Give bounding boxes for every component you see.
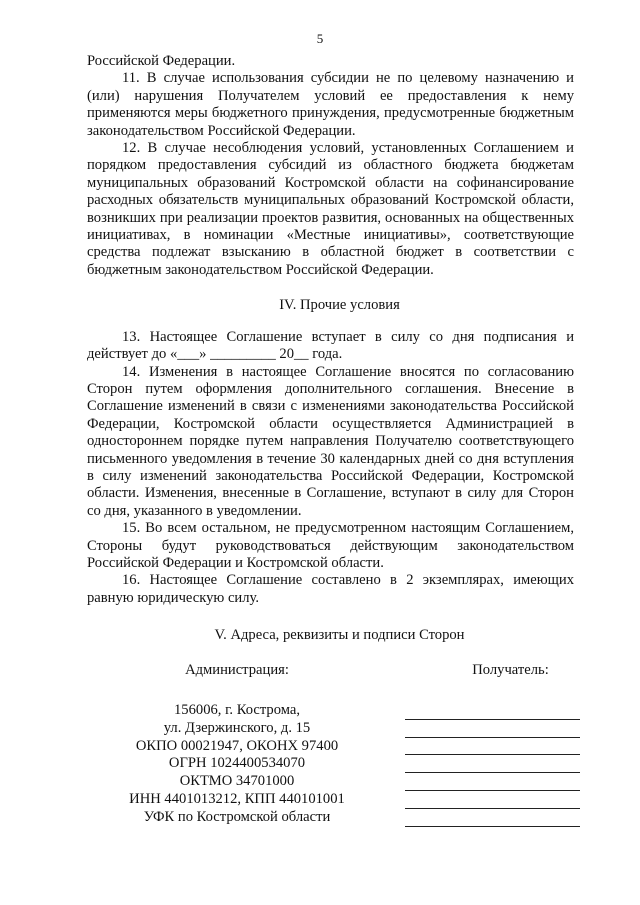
page-number: 5 (316, 31, 324, 46)
paragraph: 16. Настоящее Соглашение составлено в 2 экземплярах, имеющих равную юридическую силу. (87, 572, 574, 606)
document-body (87, 53, 574, 842)
administration-details (87, 702, 387, 827)
paragraphs-section-4 (87, 329, 574, 608)
recipient-blank-line (405, 738, 580, 756)
administration-detail-line: ОКПО 00021947, ОКОНХ 97400 (135, 737, 339, 754)
administration-detail-line: ИНН 4401013212, КПП 440101001 (129, 790, 345, 807)
administration-detail-line: ул. Дзержинского, д. 15 (163, 719, 311, 736)
section-4-title: IV. Прочие условия (279, 297, 400, 314)
recipient-blank-line (405, 773, 580, 791)
recipient-blank-line (405, 809, 580, 827)
administration-detail-line: 156006, г. Кострома, (174, 702, 300, 718)
recipient-column (447, 662, 574, 827)
paragraph: 12. В случае несоблюдения условий, установленных Соглашением и порядком предоставления субсидий из областного бюджета бюджетам муниципальных образований Костромской области на софинансирование расходных обязательств муниципальных образований Костромской области, возникших при реализации проектов развития, основанных на общественных инициативах, в номинации «Местные инициативы», соответствующие средства подлежат взысканию в областной бюджет в соответствии с бюджетным законодательством Российской Федерации. (87, 140, 574, 278)
administration-column (87, 662, 387, 827)
paragraph: 14. Изменения в настоящее Соглашение вносятся по согласованию Сторон путем оформления дополнительного соглашения. Внесение в Соглашение изменений в связи с изменениями законодательства Российской Федерации, Костромской области осуществляется Администрацией в одностороннем порядке путем направления Получателю соответствующего письменного уведомления в течение 30 календарных дней со дня вступления в силу изменений законодательства Российской Федерации, Костромской области. Изменения, внесенные в Соглашение, вступают в силу для Сторон со дня, указанного в уведомлении. (87, 363, 574, 519)
administration-detail-line: ОКТМО 34701000 (179, 773, 295, 790)
recipient-blank-lines (447, 702, 574, 827)
recipient-heading: Получатель: (472, 661, 549, 678)
recipient-blank-line (405, 720, 580, 738)
paragraph: 11. В случае использования субсидии не по целевому назначению и (или) нарушения Получателем условий ее предоставления к нему применяются меры бюджетного принуждения, предусмотренные бюджетным законодательством Российской Федерации. (87, 70, 574, 139)
administration-heading: Администрация: (185, 661, 289, 678)
administration-detail-line: ОГРН 1024400534070 (168, 755, 306, 772)
recipient-blank-line (405, 702, 580, 720)
requisites-block (87, 662, 574, 842)
section-5-title: V. Адреса, реквизиты и подписи Сторон (214, 627, 465, 644)
paragraph: 15. Во всем остальном, не предусмотренном настоящим Соглашением, Стороны будут руководствоваться действующим законодательством Российской Федерации и Костромской области. (87, 520, 574, 571)
paragraph: Российской Федерации. (87, 53, 236, 69)
recipient-blank-line (405, 755, 580, 773)
paragraph: 13. Настоящее Соглашение вступает в силу со дня подписания и действует до «___» _________ 20__ года. (87, 328, 574, 363)
paragraphs-top (87, 53, 574, 279)
administration-detail-line: УФК по Костромской области (143, 808, 331, 825)
recipient-blank-line (405, 791, 580, 809)
